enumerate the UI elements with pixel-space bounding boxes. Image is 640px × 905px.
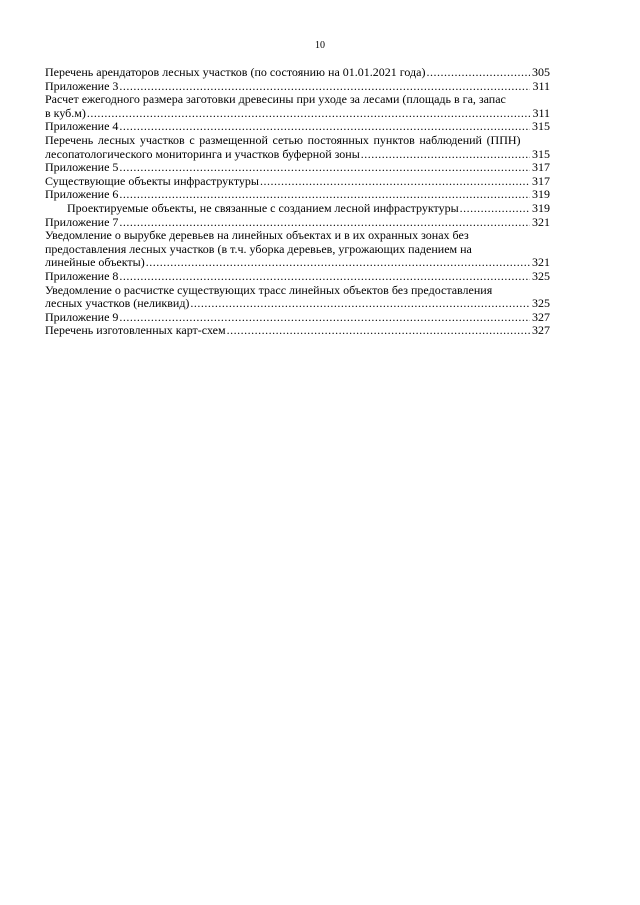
toc-entry-prilozhenie-5[interactable] bbox=[45, 161, 550, 175]
toc-entry-title-line: Уведомление о расчистке существующих трасс линейных объектов без предоставления bbox=[45, 282, 493, 297]
toc-entry-arendatory[interactable] bbox=[45, 66, 550, 80]
toc-entry-prilozhenie-8[interactable] bbox=[45, 270, 550, 284]
toc-entry-title-line: Уведомление о вырубке деревьев на линейных объектах и в их охранных зонах без bbox=[45, 228, 469, 243]
toc-entry-perechen-ppn[interactable] bbox=[45, 134, 550, 161]
toc-entry-title-line: предоставления лесных участков (в т.ч. уборка деревьев, угрожающих падением на bbox=[45, 241, 472, 256]
toc-page-number: 315 bbox=[532, 146, 550, 161]
toc-entry-prilozhenie-6[interactable] bbox=[45, 188, 550, 202]
toc-leader-dots bbox=[119, 120, 530, 134]
toc-page-number: 319 bbox=[532, 187, 550, 202]
toc-entry-title: Приложение 4 bbox=[45, 119, 119, 134]
toc-entry-title: линейные объекты) bbox=[45, 255, 145, 270]
toc-leader-dots bbox=[119, 188, 530, 202]
toc-page-number: 319 bbox=[532, 200, 550, 215]
toc-entry-title: Приложение 9 bbox=[45, 309, 119, 324]
toc-leader-dots bbox=[227, 324, 530, 338]
toc-page-number: 317 bbox=[532, 160, 550, 175]
toc-page-number: 321 bbox=[532, 255, 550, 270]
toc-entry-title: Проектируемые объекты, не связанные с созданием лесной инфраструктуры bbox=[67, 200, 459, 215]
toc-entry-raschet-zagotovki[interactable] bbox=[45, 93, 550, 120]
toc-entry-title: Приложение 3 bbox=[45, 78, 119, 93]
toc-entry-karty-shemy[interactable] bbox=[45, 324, 550, 338]
toc-entry-title: в куб.м) bbox=[45, 105, 86, 120]
toc-entry-title: Перечень арендаторов лесных участков (по состоянию на 01.01.2021 года) bbox=[45, 65, 426, 79]
toc-leader-dots bbox=[361, 148, 530, 162]
toc-page-number: 327 bbox=[532, 323, 550, 338]
toc-entry-uvedomlenie-vyrubka[interactable] bbox=[45, 229, 550, 270]
toc-leader-dots bbox=[146, 256, 530, 270]
toc-entry-title: Приложение 7 bbox=[45, 214, 119, 229]
toc-entry-title: лесопатологического мониторинга и участков буферной зоны bbox=[45, 146, 360, 161]
toc-entry-prilozhenie-4[interactable] bbox=[45, 120, 550, 134]
toc-page-number: 325 bbox=[532, 268, 550, 283]
toc-leader-dots bbox=[260, 175, 530, 189]
toc-leader-dots bbox=[119, 270, 530, 284]
toc-entry-obekty-infrastruktury[interactable] bbox=[45, 175, 550, 189]
toc-page-number: 327 bbox=[532, 309, 550, 324]
toc-leader-dots bbox=[460, 202, 530, 216]
toc-page-number: 305 bbox=[532, 65, 550, 79]
toc-entry-title: Приложение 6 bbox=[45, 187, 119, 202]
toc-entry-title: Приложение 8 bbox=[45, 268, 119, 283]
toc-leader-dots bbox=[190, 297, 530, 311]
toc-leader-dots bbox=[119, 311, 530, 325]
toc-page-number: 311 bbox=[532, 78, 550, 93]
toc-leader-dots bbox=[87, 107, 531, 121]
toc-entry-prilozhenie-3[interactable] bbox=[45, 80, 550, 94]
toc-entry-title: Существующие объекты инфраструктуры bbox=[45, 173, 259, 188]
toc-entry-title-line: Перечень лесных участков с размещенной сетью постоянных пунктов наблюдений (ППН) bbox=[45, 132, 521, 147]
toc-leader-dots bbox=[119, 80, 530, 94]
toc-entry-title: лесных участков (неликвид) bbox=[45, 296, 190, 311]
toc-entry-uvedomlenie-raschistka[interactable] bbox=[45, 284, 550, 311]
toc-page-number: 315 bbox=[532, 119, 550, 134]
toc-leader-dots bbox=[426, 66, 530, 80]
toc-entry-prilozhenie-7[interactable] bbox=[45, 216, 550, 230]
page-number: 10 bbox=[315, 40, 325, 51]
toc-entry-prilozhenie-9[interactable] bbox=[45, 311, 550, 325]
toc-entry-title: Приложение 5 bbox=[45, 160, 119, 175]
toc-page-number: 325 bbox=[532, 296, 550, 311]
toc-leader-dots bbox=[119, 161, 530, 175]
toc-leader-dots bbox=[119, 216, 530, 230]
table-of-contents bbox=[45, 66, 550, 338]
toc-page-number: 311 bbox=[532, 105, 550, 120]
toc-page-number: 317 bbox=[532, 173, 550, 188]
toc-entry-title: Перечень изготовленных карт-схем bbox=[45, 323, 226, 338]
toc-entry-title-line: Расчет ежегодного размера заготовки древесины при уходе за лесами (площадь в га, запас bbox=[45, 92, 506, 107]
toc-entry-proektiruemye-obekty[interactable] bbox=[45, 202, 550, 216]
toc-page-number: 321 bbox=[532, 214, 550, 229]
